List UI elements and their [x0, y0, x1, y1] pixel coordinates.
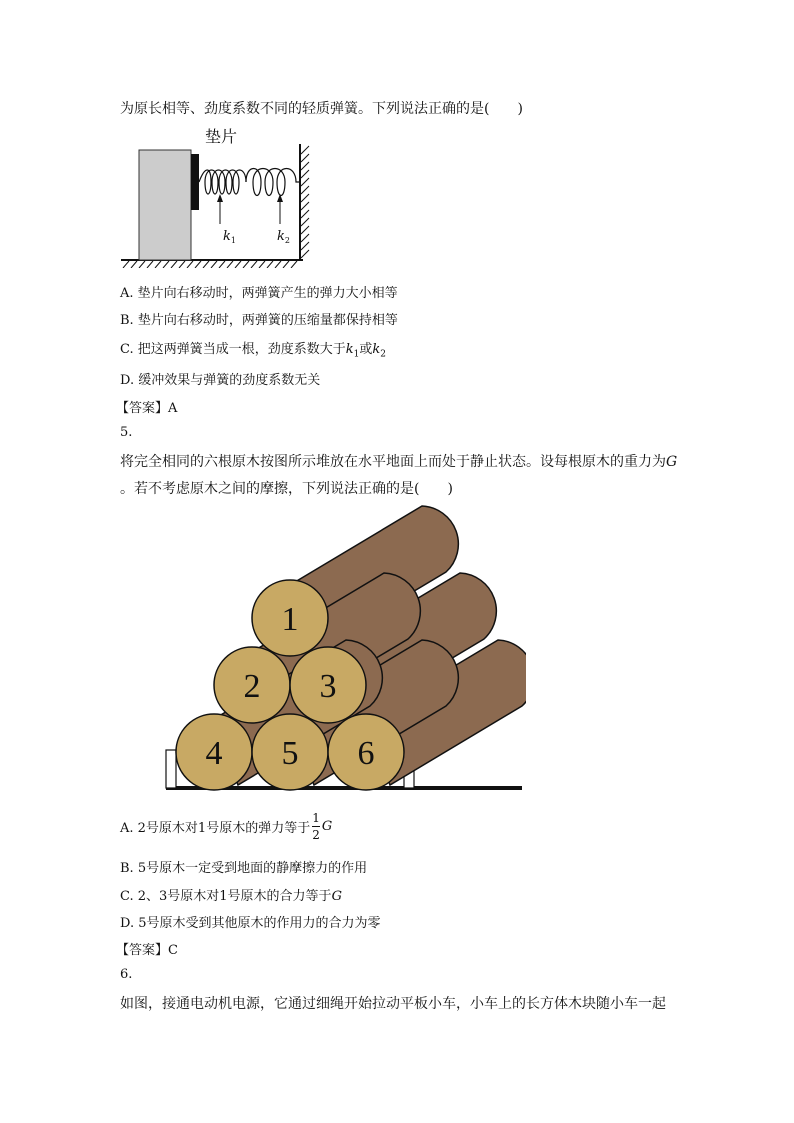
q5-option-d: D. 5号原木受到其他原木的作用力的合力为零 [120, 916, 381, 931]
q5-number: 5. [120, 425, 133, 440]
log-label-1: 1 [281, 601, 299, 638]
spring-diagram [119, 126, 319, 268]
q4-answer: 【答案】A [116, 401, 178, 416]
q5-stem-line1: 将完全相同的六根原木按图所示堆放在水平地面上而处于静止状态。设每根原木的重力为G [120, 454, 678, 470]
q6-stem: 如图，接通电动机电源，它通过细绳开始拉动平板小车，小车上的长方体木块随小车一起 [120, 996, 666, 1012]
q4-option-b: B. 垫片向右移动时，两弹簧的压缩量都保持相等 [120, 313, 398, 328]
log-label-3: 3 [319, 668, 337, 705]
log-label-6: 6 [357, 735, 375, 772]
spring-k2 [246, 169, 300, 196]
logs-diagram [156, 500, 526, 795]
q5-option-a: A. 2号原木对1号原木的弹力等于 $\frac{1}{2}$ G [120, 811, 333, 842]
q4-intro: 为原长相等、劲度系数不同的轻质弹簧。下列说法正确的是( ) [120, 101, 523, 117]
fraction-half: $\frac{1}{2}$ [312, 811, 320, 842]
q4-option-d: D. 缓冲效果与弹簧的劲度系数无关 [120, 373, 321, 388]
q5-stem-line2: 。若不考虑原木之间的摩擦，下列说法正确的是( ) [120, 481, 453, 497]
pad [191, 154, 199, 210]
q6-number: 6. [120, 967, 133, 982]
q4-option-a: A. 垫片向右移动时，两弹簧产生的弹力大小相等 [120, 286, 398, 301]
log-label-5: 5 [281, 735, 299, 772]
q4-option-c: C. 把这两弹簧当成一根，劲度系数大于$k_1$或$k_2$ [120, 342, 387, 360]
gray-block [139, 150, 191, 260]
k2-label: $k_2$ [277, 229, 290, 245]
log-label-4: 4 [205, 735, 223, 772]
q5-option-c: C. 2、3号原木对1号原木的合力等于G [120, 889, 342, 904]
spring-k1 [199, 170, 246, 194]
log-label-2: 2 [243, 668, 261, 705]
k1-label: $k_1$ [223, 229, 236, 245]
pad-label: 垫片 [205, 127, 238, 146]
q5-option-b: B. 5号原木一定受到地面的静摩擦力的作用 [120, 861, 368, 876]
q5-answer: 【答案】C [116, 943, 178, 958]
